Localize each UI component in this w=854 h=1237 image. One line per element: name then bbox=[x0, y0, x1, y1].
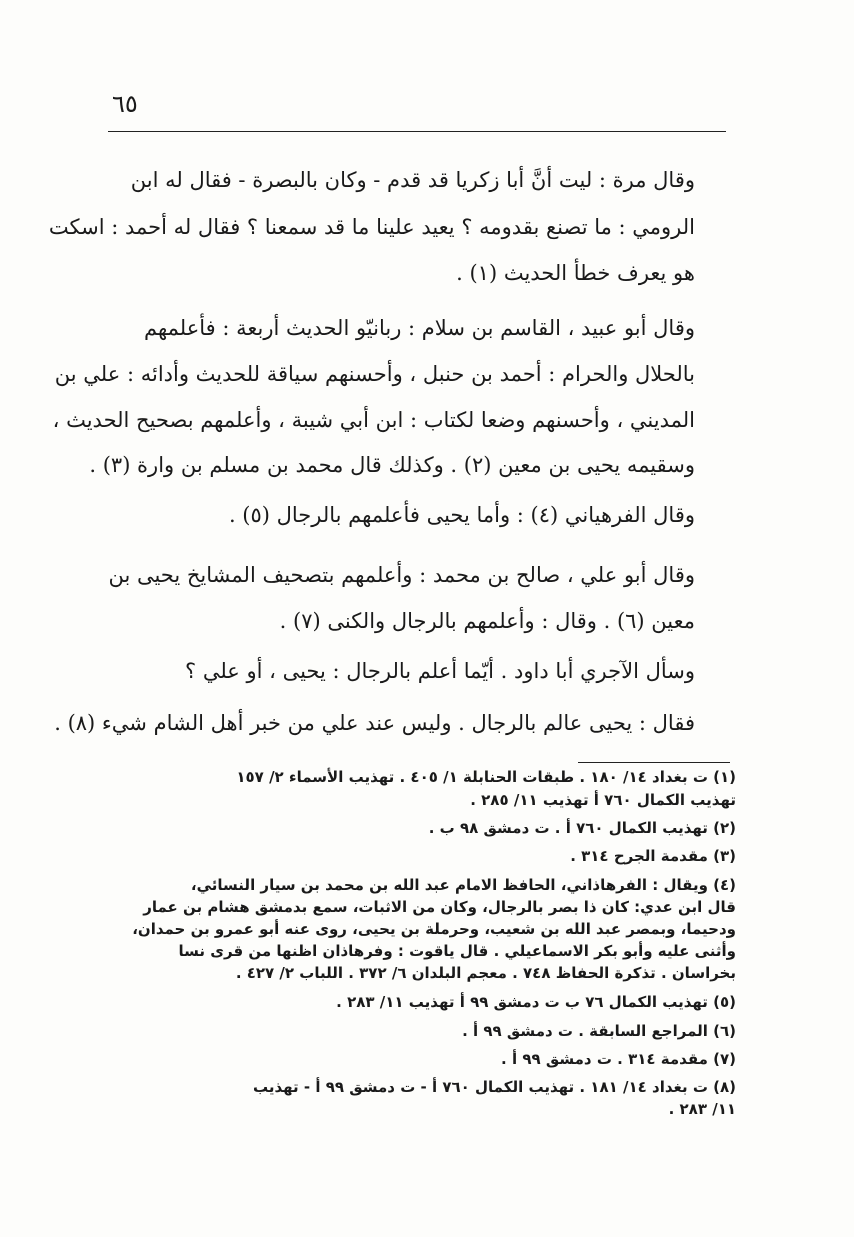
footnote-line: تهذيب الكمال ٧٦٠ أ تهذيب ١١/ ٢٨٥ . bbox=[470, 791, 736, 809]
footnote-line: ودحيما، وبمصر عبد الله بن شعيب، وحرملة بن يحيى، روى عنه أبو عمرو بن حمدان، bbox=[132, 920, 736, 938]
text-line: بالحلال والحرام : أحمد بن حنبل ، وأحسنهم سياقة للحديث وأدائه : علي بن bbox=[54, 362, 695, 386]
footnote-line: (٤) ويقال : الفرهاذاني، الحافظ الامام عبد الله بن محمد بن سيار النسائي، bbox=[190, 876, 736, 894]
footnote-line: بخراسان . تذكرة الحفاظ ٧٤٨ . معجم البلدان ٦/ ٣٧٢ . اللباب ٢/ ٤٢٧ . bbox=[235, 964, 736, 982]
footnote-line: (٦) المراجع السابقة . ت دمشق ٩٩ أ . bbox=[462, 1022, 736, 1040]
footnote-line: (٢) تهذيب الكمال ٧٦٠ أ . ت دمشق ٩٨ ب . bbox=[428, 819, 736, 837]
text-line: وسقيمه يحيى بن معين (٢) . وكذلك قال محمد بن مسلم بن وارة (٣) . bbox=[89, 453, 695, 477]
header-rule bbox=[108, 131, 726, 132]
text-line: فقال : يحيى عالم بالرجال . وليس عند علي من خبر أهل الشام شيء (٨) . bbox=[54, 711, 695, 735]
footnote-line: (٥) تهذيب الكمال ٧٦ ب ت دمشق ٩٩ أ تهذيب ١١/ ٢٨٣ . bbox=[336, 993, 736, 1011]
footnote-rule bbox=[578, 762, 730, 763]
footnote-line: قال ابن عدي: كان ذا بصر بالرجال، وكان من الاثبات، سمع بدمشق هشام بن عمار bbox=[143, 898, 736, 916]
footnote-line: (٨) ت بغداد ١٤/ ١٨١ . تهذيب الكمال ٧٦٠ أ - ت دمشق ٩٩ أ - تهذيب bbox=[252, 1078, 736, 1096]
page-number: ٦٥ bbox=[112, 90, 138, 118]
footnote-line: (١) ت بغداد ١٤/ ١٨٠ . طبقات الحنابلة ١/ ٤٠٥ . تهذيب الأسماء ٢/ ١٥٧ bbox=[236, 768, 736, 786]
text-line: وقال مرة : ليت أنَّ أبا زكريا قد قدم - وكان بالبصرة - فقال له ابن bbox=[130, 168, 695, 192]
footnote-line: وأثنى عليه وأبو بكر الاسماعيلي . قال ياقوت : وفرهاذان اظنها من قرى نسا bbox=[178, 942, 736, 960]
text-line: وقال أبو عبيد ، القاسم بن سلام : ربانيّو الحديث أربعة : فأعلمهم bbox=[143, 316, 695, 340]
footnote-line: (٣) مقدمة الجرح ٣١٤ . bbox=[570, 847, 736, 865]
text-line: المديني ، وأحسنهم وضعا لكتاب : ابن أبي شيبة ، وأعلمهم بصحيح الحديث ، bbox=[52, 408, 695, 432]
text-line: هو يعرف خطأ الحديث (١) . bbox=[456, 261, 695, 285]
text-line: وقال الفرهياني (٤) : وأما يحيى فأعلمهم بالرجال (٥) . bbox=[228, 503, 695, 527]
text-line: الرومي : ما تصنع بقدومه ؟ يعيد علينا ما قد سمعنا ؟ فقال له أحمد : اسكت bbox=[48, 215, 695, 239]
text-line: وقال أبو علي ، صالح بن محمد : وأعلمهم بتصحيف المشايخ يحيى بن bbox=[108, 563, 695, 587]
footnote-line: ١١/ ٢٨٣ . bbox=[668, 1100, 736, 1118]
text-line: وسأل الآجري أبا داود . أيّما أعلم بالرجال : يحيى ، أو علي ؟ bbox=[185, 659, 695, 683]
text-line: معين (٦) . وقال : وأعلمهم بالرجال والكنى (٧) . bbox=[279, 609, 695, 633]
footnote-line: (٧) مقدمة ٣١٤ . ت دمشق ٩٩ أ . bbox=[501, 1050, 736, 1068]
